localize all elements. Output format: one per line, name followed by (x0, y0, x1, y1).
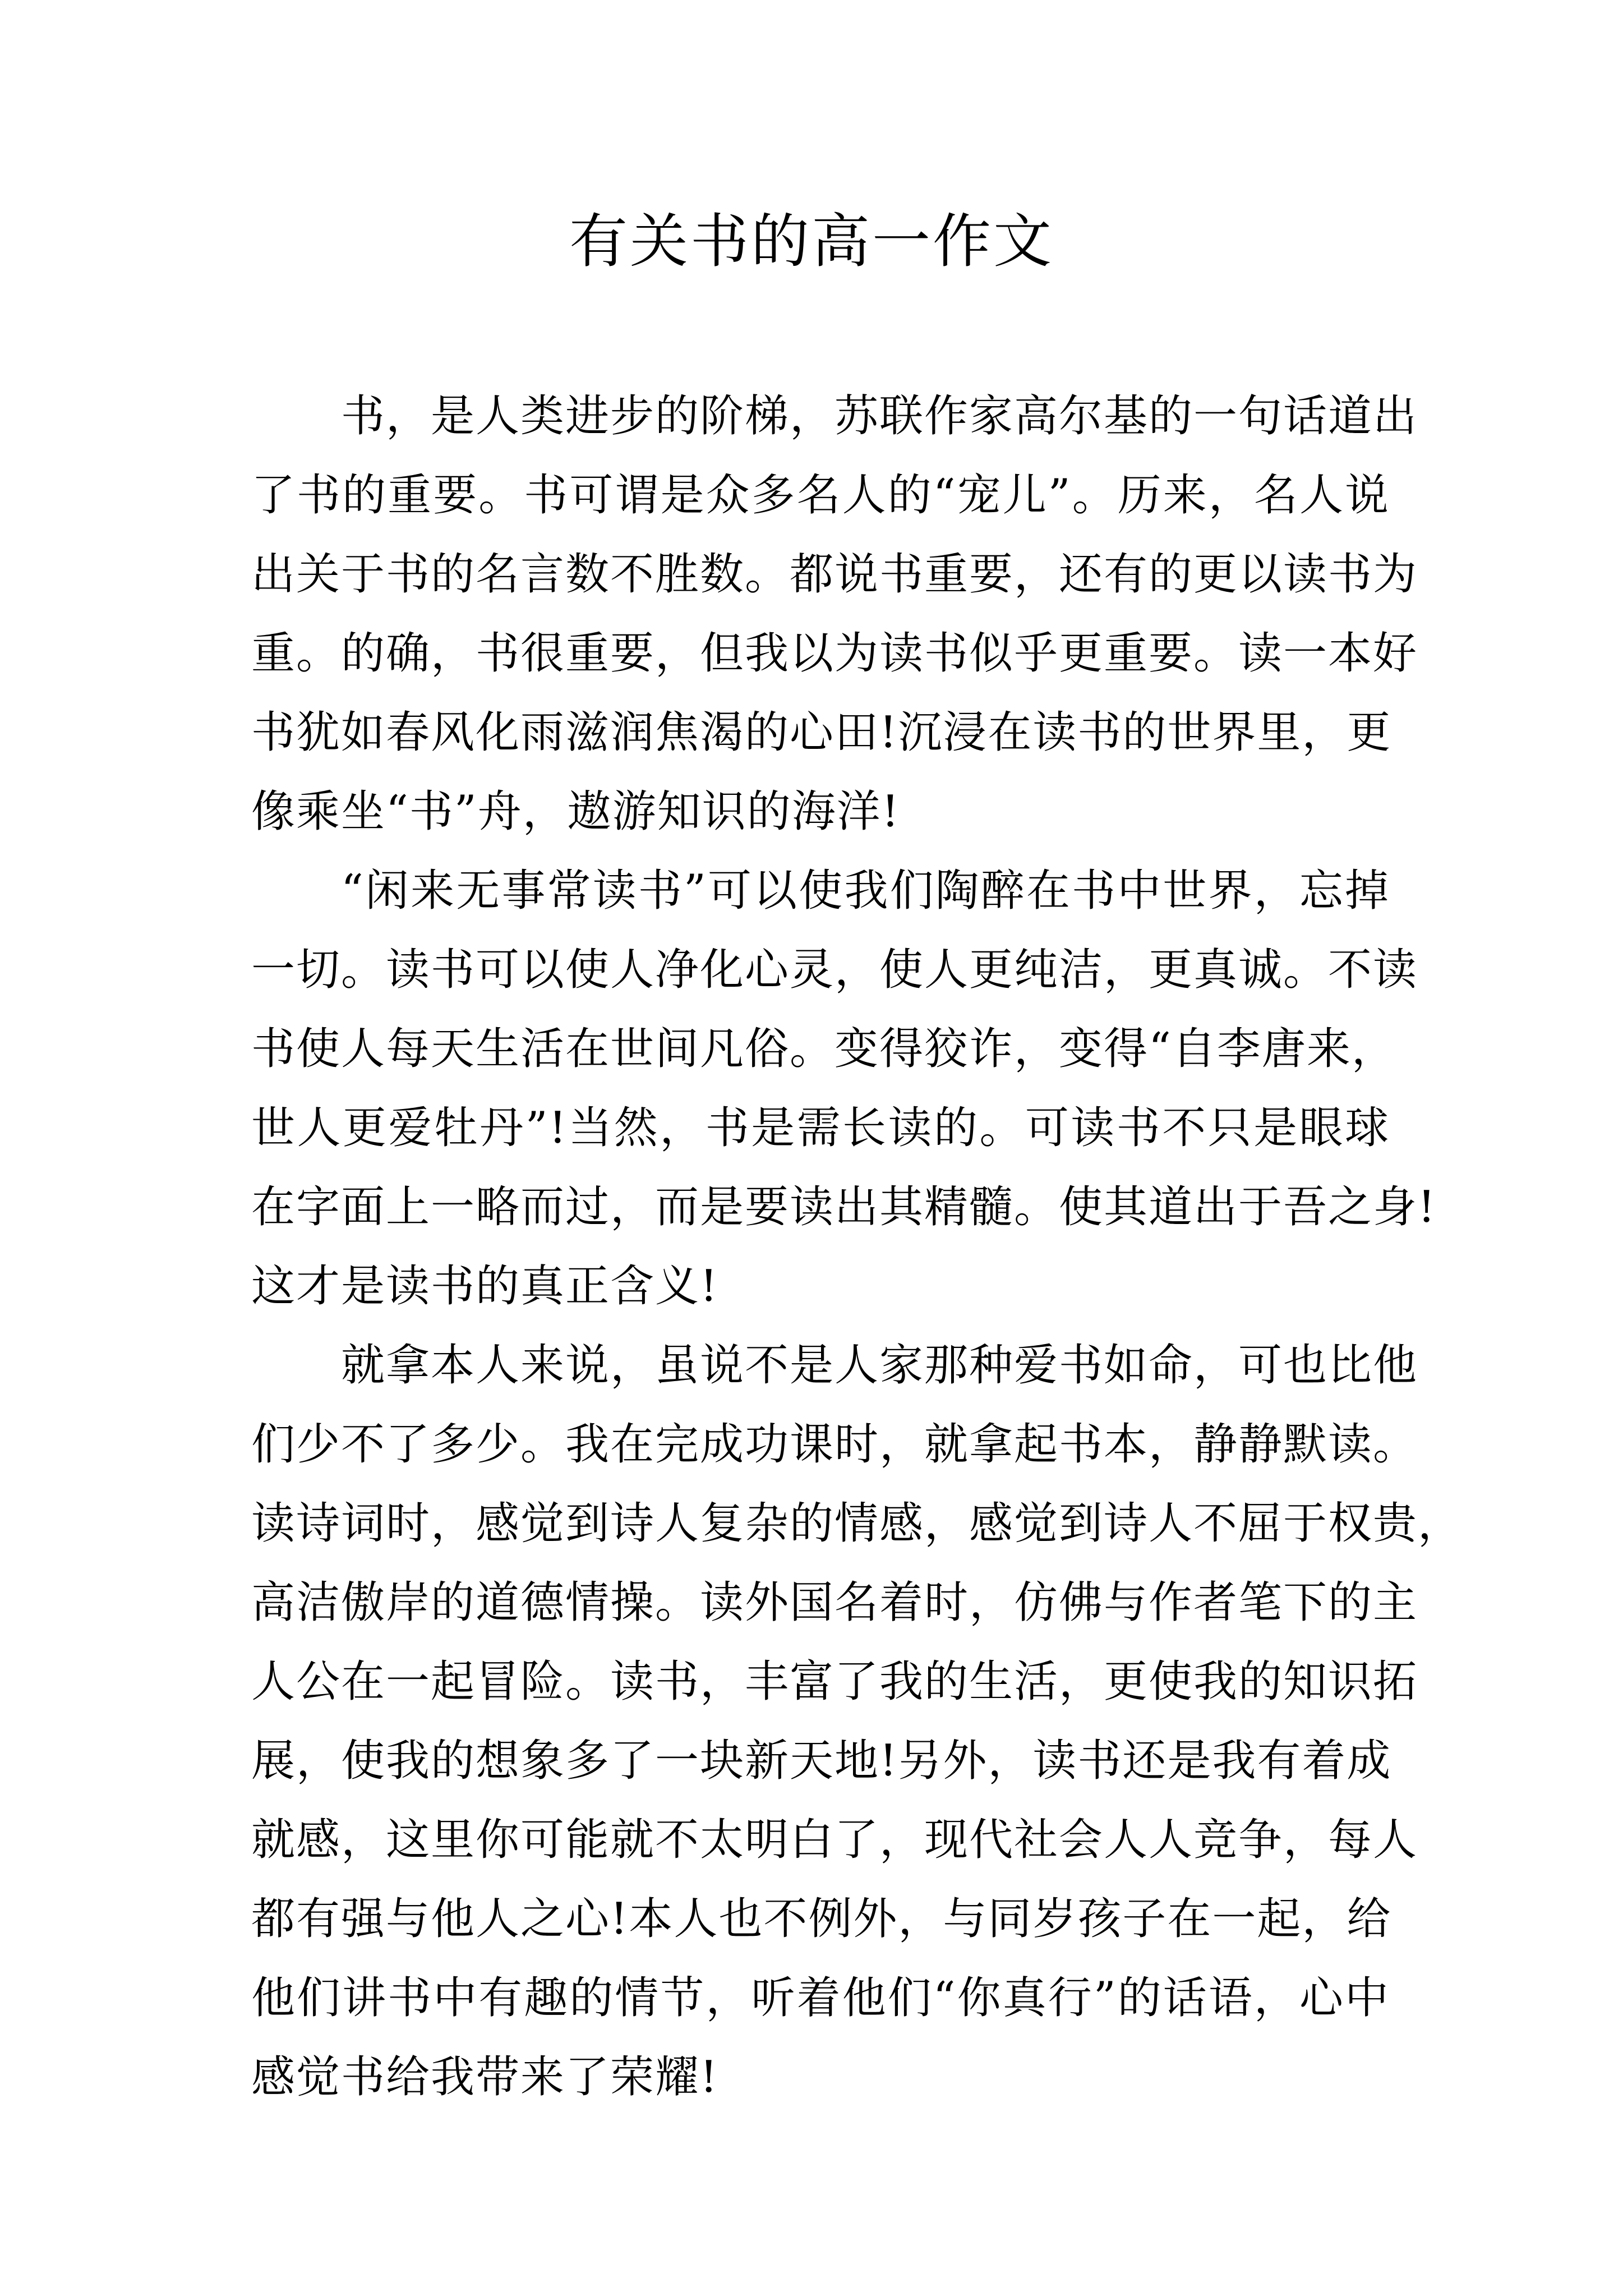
paragraph-line: 展，使我的想象多了一块新天地!另外，读书还是我有着成 (251, 1736, 1392, 1786)
paragraph-line: 感觉书给我带来了荣耀! (251, 2052, 719, 2102)
paragraph-line: 人公在一起冒险。读书，丰富了我的生活，更使我的知识拓 (251, 1657, 1418, 1707)
paragraph-line: 都有强与他人之心!本人也不例外，与同岁孩子在一起，给 (251, 1894, 1392, 1944)
paragraph-line: 他们讲书中有趣的情节，听着他们“你真行”的话语，心中 (251, 1973, 1390, 2023)
paragraph-line: “闲来无事常读书”可以使我们陶醉在书中世界，忘掉 (341, 866, 1390, 916)
paragraph-line: 读诗词时，感觉到诗人复杂的情感，感觉到诗人不屈于权贵， (251, 1498, 1463, 1549)
document-title: 有关书的高一作文 (569, 207, 1054, 275)
paragraph-line: 这才是读书的真正含义! (251, 1261, 719, 1312)
paragraph-line: 书犹如春风化雨滋润焦渴的心田!沉浸在读书的世界里，更 (251, 707, 1392, 758)
paragraph-3 (251, 1326, 1463, 2117)
paragraph-line: 一切。读书可以使人净化心灵，使人更纯洁，更真诚。不读 (251, 945, 1418, 995)
paragraph-line: 出关于书的名言数不胜数。都说书重要，还有的更以读书为 (251, 549, 1418, 600)
paragraph-line: 重。的确，书很重要，但我以为读书似乎更重要。读一本好 (251, 628, 1418, 679)
paragraph-line: 像乘坐“书”舟，遨游知识的海洋! (251, 786, 901, 837)
paragraph-line: 就感，这里你可能就不太明白了，现代社会人人竞争，每人 (251, 1815, 1418, 1865)
paragraph-line: 了书的重要。书可谓是众多名人的“宠儿”。历来，名人说 (251, 470, 1390, 521)
document-body (251, 377, 1463, 2117)
paragraph-line: 书使人每天生活在世间凡俗。变得狡诈，变得“自李唐来， (251, 1024, 1396, 1074)
paragraph-1 (251, 377, 1418, 852)
paragraph-line: 们少不了多少。我在完成功课时，就拿起书本，静静默读。 (251, 1419, 1418, 1470)
paragraph-2 (251, 852, 1437, 1326)
paragraph-line: 就拿本人来说，虽说不是人家那种爱书如命，可也比他 (341, 1340, 1418, 1391)
paragraph-line: 书，是人类进步的阶梯，苏联作家高尔基的一句话道出 (341, 391, 1418, 441)
paragraph-line: 世人更爱牡丹”!当然，书是需长读的。可读书不只是眼球 (251, 1103, 1390, 1153)
paragraph-line: 在字面上一略而过，而是要读出其精髓。使其道出于吾之身! (251, 1182, 1437, 1232)
paragraph-line: 高洁傲岸的道德情操。读外国名着时，仿佛与作者笔下的主 (251, 1577, 1418, 1628)
